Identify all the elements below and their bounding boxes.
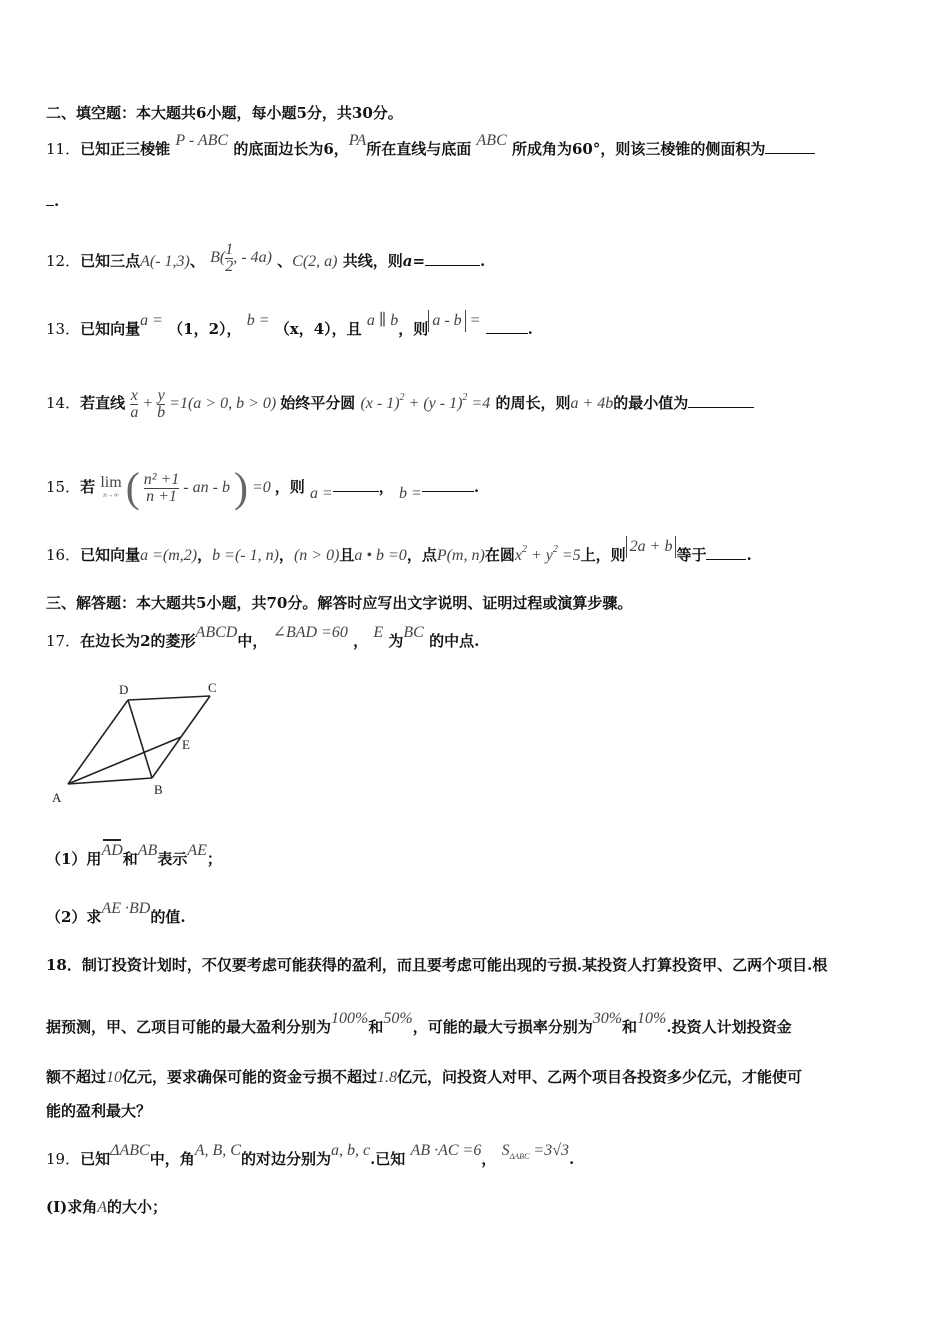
question-14: 14．若直线 $\frac{x}{a}$ + $\frac{y}{b}$ =1(a > 0, b > 0) 始终平分圆 (x - 1)$^2$ + (y - 1)$^2$ =4 的周长，则a + 4b的最小值为: [46, 388, 910, 421]
math-percent: 30%: [592, 1010, 623, 1027]
math-circle-equation: (x - 1)$^2$ + (y - 1)$^2$ =4: [360, 392, 491, 413]
answer-blank: [422, 477, 474, 492]
section-heading-solutions: 三、解答题：本大题共5小题，共70分。解答时应写出文字说明、证明过程或演算步骤。: [46, 594, 633, 612]
question-number: 17．: [46, 632, 81, 650]
question-17-part-1: （1）用AD和AB表示AE；: [46, 842, 222, 868]
answer-blank: [425, 251, 480, 266]
answer-blank: [333, 477, 379, 492]
question-12: 12．已知三点A(- 1,3)、 B( $\frac{1}{2}$ , - 4a) 、C(2, a) 共线，则a= .: [46, 241, 486, 275]
math-point-b: B( $\frac{1}{2}$ , - 4a): [210, 241, 272, 275]
answer-blank: [486, 319, 528, 334]
math-pyramid: P - ABC: [175, 132, 229, 149]
question-19: 19．已知ΔABC中，角A, B, C的对边分别为a, b, c.已知 AB ·AC =6， $S_{\Delta ABC} =3√3$.: [46, 1142, 575, 1168]
question-18-line-4: 能的盈利最大？: [46, 1102, 152, 1120]
label-b: B: [154, 782, 163, 797]
question-number: 14．: [46, 394, 81, 413]
math-point-p: P(m, n): [436, 547, 485, 564]
math-b-equals: b =: [399, 485, 422, 503]
math-sides: a, b, c: [330, 1142, 371, 1159]
math-percent: 10%: [637, 1010, 667, 1027]
question-19-part-1: (I)求角A的大小；: [46, 1198, 168, 1216]
math-number: 1.8: [377, 1069, 398, 1086]
label-e: E: [182, 737, 190, 752]
math-vector-b: b =(- 1, n): [212, 547, 279, 564]
math-number: 10: [106, 1069, 123, 1086]
math-a-equals: a =: [309, 485, 333, 503]
math-vector-b: b =: [246, 312, 270, 329]
math-limit: lim n→∞ ( $\frac{\text{n² +1}}{n +1}$ - an - b ) =0: [100, 465, 271, 512]
math-vector-ad: AD: [101, 842, 123, 859]
math-area: $S_{\Delta ABC} =3√3$: [501, 1142, 569, 1161]
math-percent: 100%: [331, 1010, 369, 1027]
question-18-line-3: 额不超过10亿元，要求确保可能的资金亏损不超过1.8亿元，问投资人对甲、乙两个项目各投资多少亿元，才能使可: [46, 1068, 803, 1086]
math-angle: ∠BAD =60: [272, 624, 348, 641]
math-percent: 50%: [383, 1010, 413, 1027]
math-abc: ABC: [476, 132, 507, 149]
label-c: C: [208, 680, 217, 695]
math-circle: $x^2 + y^2 =5$: [514, 544, 581, 564]
question-13: 13．已知向量a = （1，2）， b = （x，4），且 a ∥ b，则 a - b = .: [46, 312, 533, 338]
math-triangle: ΔABC: [110, 1142, 150, 1159]
math-vector-ab: AB: [137, 842, 158, 859]
math-line-equation: $\frac{x}{a}$ + $\frac{y}{b}$ =1(a > 0, b > 0): [130, 387, 277, 421]
rhombus-figure: [46, 676, 236, 806]
math-vector-a: a =: [140, 312, 163, 329]
math-rhombus: ABCD: [195, 624, 238, 641]
math-dot-product: AE ·BD: [101, 900, 151, 917]
math-magnitude: 2a + b: [626, 538, 677, 555]
math-angle-a: A: [97, 1199, 108, 1216]
math-parallel: a ∥ b: [366, 312, 399, 329]
answer-blank: [765, 139, 815, 154]
math-abs-diff: a - b =: [428, 312, 480, 329]
answer-blank: [706, 545, 746, 560]
question-number: 11．: [46, 140, 81, 158]
answer-blank: [688, 393, 754, 408]
math-vector-ae: AE: [187, 842, 207, 859]
edge-cd: [128, 696, 210, 700]
question-11-continued: .: [46, 190, 910, 212]
math-point-e: E: [373, 624, 384, 641]
label-d: D: [119, 682, 129, 697]
math-pa: PA: [348, 132, 367, 149]
label-a: A: [52, 790, 62, 805]
math-condition: (n > 0): [293, 547, 340, 564]
math-point-a: A(- 1,3): [140, 253, 190, 271]
question-11: 11．已知正三棱锥 P - ABC 的底面边长为6，PA所在直线与底面 ABC 所成角为60°，则该三棱锥的侧面积为: [46, 138, 910, 161]
math-point-c: C(2, a): [292, 253, 338, 271]
section-heading-fill-in: 二、填空题：本大题共6小题，每小题5分，共30分。: [46, 104, 403, 122]
question-15: 15．若 lim n→∞ ( $\frac{\text{n² +1}}{n +1}$ - an - b ) =0 ，则 a = ， b = .: [46, 465, 480, 512]
math-angles: A, B, C: [194, 1142, 241, 1159]
diagonal-bd: [128, 700, 152, 778]
math-dot-product: a • b =0: [354, 547, 407, 564]
math-dot-product: AB ·AC =6: [410, 1142, 482, 1159]
question-18-line-2: 据预测，甲、乙项目可能的最大盈利分别为100%和50%，可能的最大亏损率分别为30%和10%.投资人计划投资金: [46, 1010, 792, 1036]
question-17-part-2: （2）求AE ·BD的值.: [46, 900, 186, 926]
question-17: 17．在边长为2的菱形ABCD中， ∠BAD =60 ， E 为BC 的中点.: [46, 624, 480, 650]
math-segment-bc: BC: [403, 624, 424, 641]
question-18-line-1: 18．制订投资计划时，不仅要考虑可能获得的盈利，而且要考虑可能出现的亏损.某投资人打算投资甲、乙两个项目.根: [46, 956, 828, 974]
question-number: 12．: [46, 252, 81, 271]
question-number: 15．: [46, 478, 81, 497]
math-expression: a + 4b: [570, 395, 614, 413]
question-number: 13．: [46, 320, 81, 338]
math-vector-a: a =(m,2): [140, 547, 198, 564]
question-number: 16．: [46, 546, 81, 564]
answer-blank: [46, 191, 54, 206]
question-number: 19．: [46, 1150, 81, 1168]
question-16: 16．已知向量a =(m,2)，b =(- 1, n)，(n > 0)且a • b =0，点P(m, n)在圆$x^2 + y^2 =5$上，则 2a + b 等于 .: [46, 538, 752, 564]
